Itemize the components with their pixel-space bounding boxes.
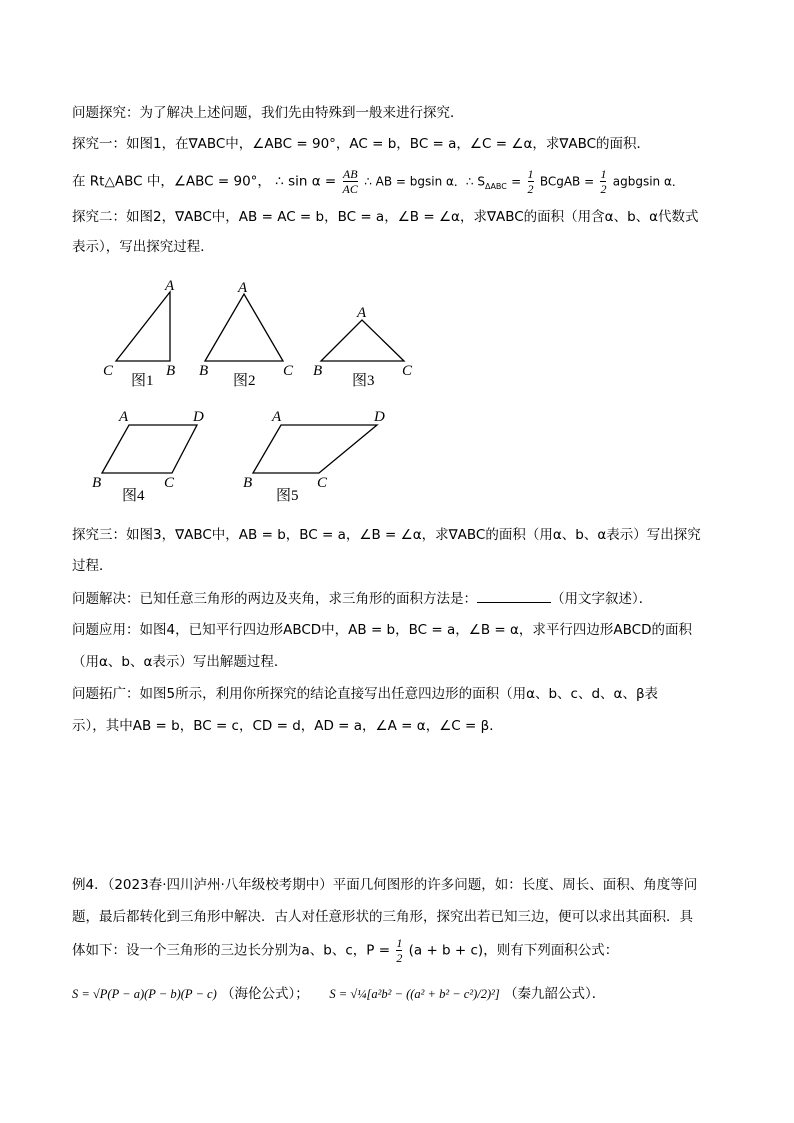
half-den-1: 2 — [527, 182, 534, 196]
explore1-ab: ∴ AB = bgsin α．∴ S — [364, 174, 485, 189]
figure-3 — [313, 305, 413, 389]
explore1-eq: = — [511, 174, 522, 189]
fig4-label-a: A — [119, 409, 129, 425]
fig4-caption: 图4 — [122, 488, 145, 504]
fig3-label-a: A — [357, 305, 367, 321]
extend-line2: 示），其中AB = b，BC = c，CD = d，AD = a，∠A = α，∠C = β． — [72, 718, 503, 734]
ex4-line3-suffix: (a + b + c)，则有下列面积公式： — [408, 942, 619, 959]
example4-line3 — [72, 936, 618, 965]
p-fraction — [396, 936, 402, 965]
qin-formula: S = √¼[a²b² − ((a² + b² − c²)/2)²] — [329, 987, 500, 1001]
figure-5 — [243, 409, 385, 504]
explore2-line2: 表示），写出探究过程． — [72, 239, 214, 255]
fig3-caption: 图3 — [352, 373, 375, 389]
intro-text: 问题探究：为了解决上述问题，我们先由特殊到一般来进行探究． — [72, 105, 464, 121]
answer-blank — [477, 589, 551, 603]
solve-prefix: 问题解决：已知任意三角形的两边及夹角，求三角形的面积方法是： — [72, 591, 477, 607]
fig3-label-c: C — [402, 363, 413, 379]
half-num-2: 1 — [600, 167, 607, 181]
fig4-label-b: B — [92, 475, 102, 491]
solve-suffix: （用文字叙述）． — [551, 591, 653, 607]
p-frac-num: 1 — [396, 936, 403, 950]
qin-note: （秦九韶公式）． — [504, 986, 606, 1002]
explore1-text: 探究一：如图1，在∇ABC中，∠ABC = 90°，AC = b，BC = a，∠C = ∠α，求∇ABC的面积． — [72, 136, 651, 152]
solve-text — [72, 589, 652, 609]
apply-line1: 问题应用：如图4，已知平行四边形ABCD中，AB = b，BC = a，∠B = α，求平行四边形ABCD的面积 — [72, 622, 692, 638]
fig3-label-b: B — [313, 363, 323, 379]
heron-note: （海伦公式）； — [221, 986, 309, 1002]
frac-denominator: AC — [342, 182, 358, 196]
fig2-label-b: B — [199, 363, 209, 379]
fig4-label-d: D — [193, 409, 204, 425]
fig4-label-c: C — [164, 475, 175, 491]
half-num-1: 1 — [527, 167, 534, 181]
figure-2 — [199, 280, 294, 389]
ex4-line3-prefix: 体如下：设一个三角形的三边长分别为a、b、c，P = — [72, 942, 391, 959]
fig1-label-c: C — [103, 363, 114, 379]
fig1-caption: 图1 — [131, 373, 154, 389]
fig5-label-b: B — [243, 475, 253, 491]
explore2-line1: 探究二：如图2，∇ABC中，AB = AC = b，BC = a，∠B = ∠α，求∇ABC的面积（用含α、b、α代数式 — [72, 209, 699, 225]
explore1-end: agbgsin α． — [612, 174, 684, 189]
half-den-2: 2 — [600, 182, 607, 196]
explore1-rt: 在 Rt△ABC 中，∠ABC = 90°， — [72, 173, 271, 190]
explore3-line1: 探究三：如图3，∇ABC中，AB = b，BC = a，∠B = ∠α，求∇ABC的面积（用α、b、α表示）写出探究 — [72, 527, 701, 543]
apply-line2: （用α、b、α表示）写出解题过程． — [72, 654, 288, 670]
fig2-caption: 图2 — [233, 373, 256, 389]
p-frac-den: 2 — [396, 951, 403, 965]
fig1-label-b: B — [166, 363, 176, 379]
figure-1 — [103, 278, 175, 389]
fig5-caption: 图5 — [276, 488, 299, 504]
fig5-label-a: A — [272, 409, 282, 425]
explore1-subscript: ΔABC — [484, 182, 507, 192]
fig2-label-c: C — [283, 363, 294, 379]
fig1-label-a: A — [165, 278, 175, 294]
frac-numerator: AB — [342, 167, 358, 181]
fig2-label-a: A — [238, 280, 248, 296]
figure-4 — [92, 409, 204, 504]
fig5-label-d: D — [374, 409, 385, 425]
extend-line1: 问题拓广：如图5所示，利用你所探究的结论直接写出任意四边形的面积（用α、b、c、d、α、β表 — [72, 686, 659, 702]
example4-line2: 题，最后都转化到三角形中解决．古人对任意形状的三角形，探究出若已知三边，便可以求出其面积．具 — [72, 909, 693, 925]
explore1-sin: ∴ sin α = — [275, 173, 337, 190]
fig5-label-c: C — [317, 475, 328, 491]
example4-line1: 例4．（2023春·四川泸州·八年级校考期中）平面几何图形的许多问题，如：长度、周长、面积、角度等问 — [72, 877, 698, 893]
explore1-bcab: BCgAB = — [539, 174, 595, 189]
heron-formula: S = √P(P − a)(P − b)(P − c) — [72, 987, 217, 1001]
formula-line — [72, 984, 605, 1004]
explore3-line2: 过程． — [72, 558, 113, 574]
